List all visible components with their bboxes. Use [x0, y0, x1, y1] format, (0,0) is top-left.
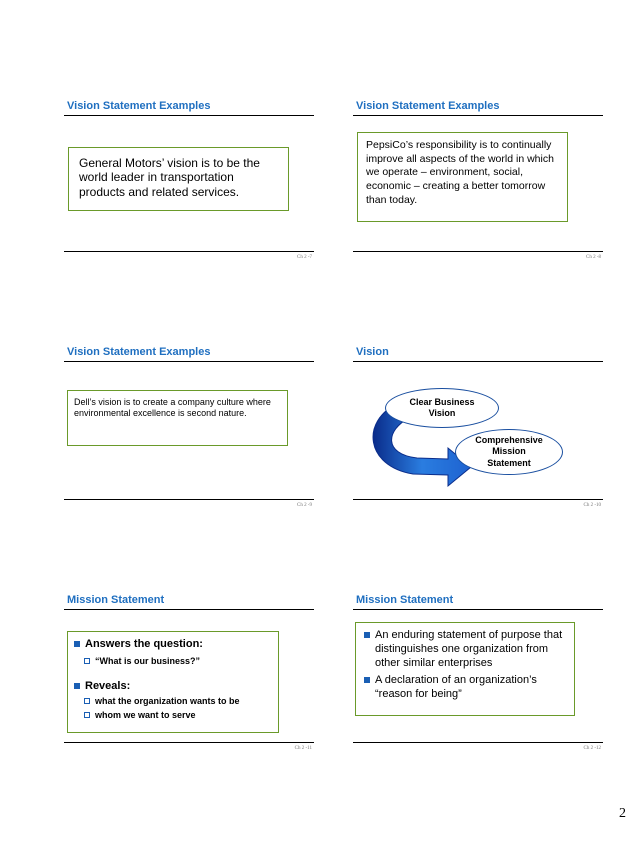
- slide-4: [353, 346, 603, 536]
- bullet-declaration: [364, 674, 566, 702]
- slide-title: Vision Statement Examples: [67, 100, 211, 112]
- slide-title: Vision Statement Examples: [356, 100, 500, 112]
- vision-text-box: [357, 132, 568, 222]
- title-rule: [64, 115, 314, 116]
- slide-title: Vision: [356, 346, 389, 358]
- bullet-text: what the organization wants to be: [95, 696, 240, 706]
- slide-footer: Ch 2 -10: [583, 503, 601, 508]
- bullet-text: whom we want to serve: [95, 710, 196, 720]
- hollow-square-bullet-icon: [84, 698, 90, 704]
- title-rule: [353, 115, 603, 116]
- slide-2: [353, 100, 603, 290]
- footer-rule: [64, 251, 314, 252]
- bullet-reveals: [74, 680, 272, 692]
- slide-title: Mission Statement: [356, 594, 454, 606]
- square-bullet-icon: [74, 683, 80, 689]
- footer-rule: [353, 251, 603, 252]
- slide-footer: Ch 2 -12: [583, 746, 601, 751]
- footer-rule: [353, 742, 603, 743]
- bullet-answers: [74, 638, 272, 650]
- slide-footer: Ch 2 -7: [297, 255, 312, 260]
- slide-1: [64, 100, 314, 290]
- vision-text-box: [67, 390, 288, 446]
- bullet-text: “What is our business?”: [95, 656, 201, 666]
- bullet-enduring: [364, 629, 566, 670]
- slide-5: [64, 594, 314, 784]
- slide-title: Vision Statement Examples: [67, 346, 211, 358]
- curved-arrow-graphic: [353, 366, 603, 496]
- hollow-square-bullet-icon: [84, 658, 90, 664]
- oval-comprehensive-mission-statement: Comprehensive Mission Statement: [455, 429, 563, 475]
- slide-title: Mission Statement: [67, 594, 165, 606]
- footer-rule: [64, 742, 314, 743]
- bullet-text: An enduring statement of purpose that distinguishes one organization from other similar enterprises: [375, 629, 563, 669]
- footer-rule: [353, 499, 603, 500]
- mission-box: [67, 631, 279, 733]
- bullet-text: Answers the question:: [85, 638, 203, 650]
- title-rule: [64, 609, 314, 610]
- slide-footer: Ch 2 -9: [297, 503, 312, 508]
- mission-box: [355, 622, 575, 716]
- bullet-text: Reveals:: [85, 680, 131, 692]
- page-number: 2: [619, 806, 626, 821]
- square-bullet-icon: [364, 632, 370, 638]
- oval-clear-business-vision: Clear Business Vision: [385, 388, 499, 428]
- title-rule: [353, 361, 603, 362]
- bullet-text: A declaration of an organization’s “reason for being”: [375, 674, 537, 700]
- sub-bullet-wants: [84, 696, 272, 706]
- sub-bullet-question: [84, 656, 272, 666]
- square-bullet-icon: [364, 677, 370, 683]
- vision-text: Dell’s vision is to create a company culture where environmental excellence is second nature.: [74, 397, 271, 418]
- hollow-square-bullet-icon: [84, 712, 90, 718]
- footer-rule: [64, 499, 314, 500]
- title-rule: [64, 361, 314, 362]
- vision-text: PepsiCo’s responsibility is to continually improve all aspects of the world in which we operate – environment, social, economic – creating a better tomorrow than today.: [366, 139, 554, 206]
- vision-text-box: [68, 147, 289, 211]
- sub-bullet-serve: [84, 710, 272, 720]
- slide-footer: Ch 2 -11: [294, 746, 312, 751]
- vision-text: General Motors’ vision is to be the world leader in transportation products and related services.: [79, 156, 260, 199]
- slide-3: [64, 346, 314, 536]
- square-bullet-icon: [74, 641, 80, 647]
- title-rule: [353, 609, 603, 610]
- slide-footer: Ch 2 -8: [586, 255, 601, 260]
- slide-6: [353, 594, 603, 784]
